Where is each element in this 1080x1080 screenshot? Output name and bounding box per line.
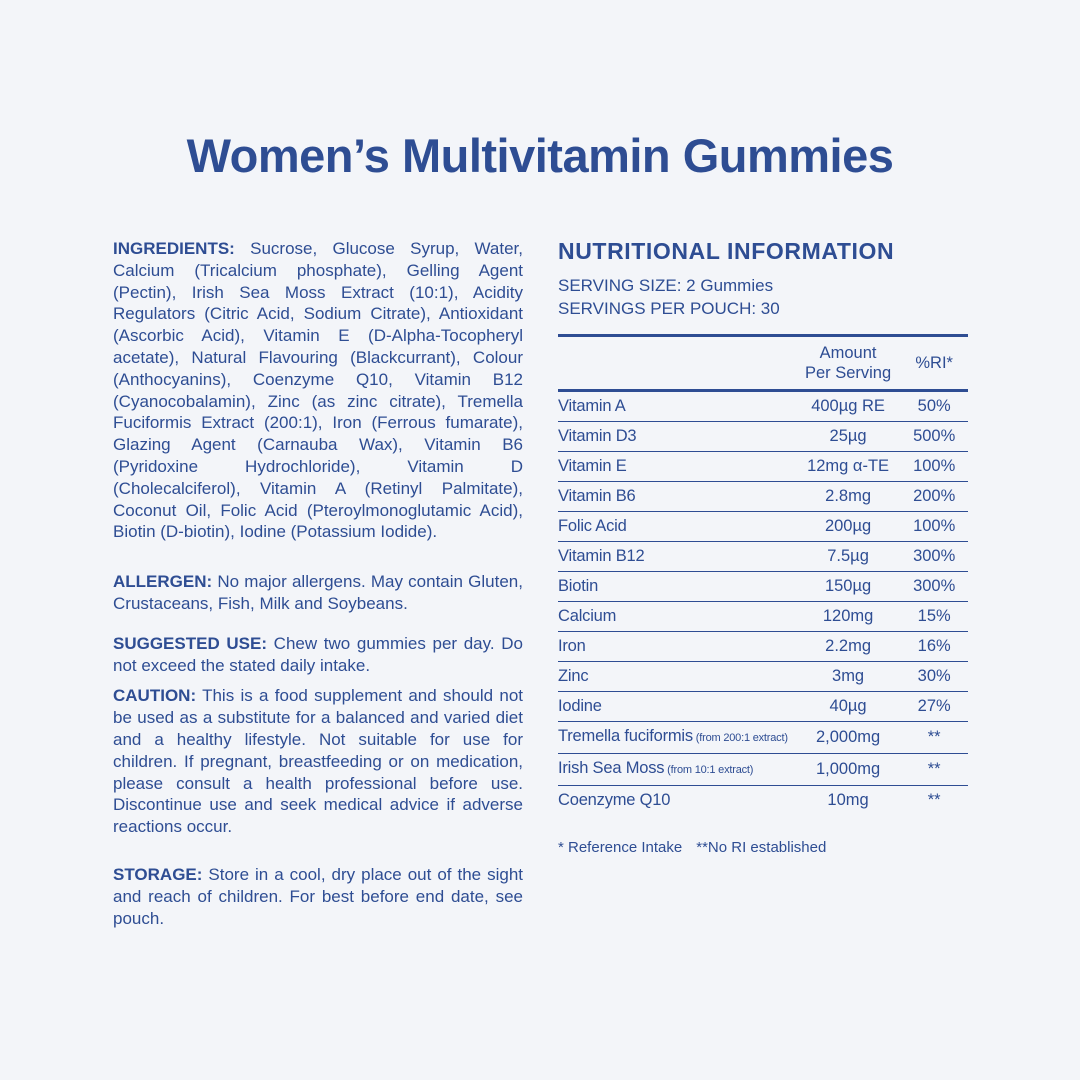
- table-row: [558, 422, 968, 452]
- nutrient-ri: 300%: [900, 572, 968, 602]
- table-row: [558, 452, 968, 482]
- ingredients-paragraph: [113, 238, 523, 543]
- nutrient-amount: 150µg: [796, 572, 901, 602]
- nutrient-name: Folic Acid: [558, 512, 796, 542]
- nutrient-amount: 3mg: [796, 662, 901, 692]
- allergen-text: No major allergens. May contain Gluten, Crustaceans, Fish, Milk and Soybeans.: [113, 572, 523, 613]
- caution-label: CAUTION:: [113, 686, 197, 706]
- storage-paragraph: [113, 864, 523, 929]
- nutrient-table-body: [558, 391, 968, 816]
- nutrition-heading: NUTRITIONAL INFORMATION: [558, 238, 895, 264]
- nutrient-amount: 120mg: [796, 602, 901, 632]
- header-ri: %RI*: [900, 336, 968, 391]
- table-row: [558, 542, 968, 572]
- nutrient-amount: 10mg: [827, 791, 869, 809]
- ingredients-label: INGREDIENTS:: [113, 239, 235, 258]
- table-row: [558, 754, 968, 786]
- nutrient-amount: 2.8mg: [796, 482, 901, 512]
- nutrient-amount: 400µg RE: [796, 391, 901, 422]
- nutrient-name: Iodine: [558, 692, 796, 722]
- nutrient-ri: 100%: [900, 452, 968, 482]
- nutrient-ri: 100%: [900, 512, 968, 542]
- caution-paragraph: [113, 685, 523, 838]
- nutrient-amount: 40µg: [796, 692, 901, 722]
- suggested-use-paragraph: [113, 633, 523, 677]
- nutrient-amount: 2.2mg: [796, 632, 901, 662]
- suggested-use-label: SUGGESTED USE:: [113, 633, 268, 653]
- nutrient-name: Vitamin A: [558, 391, 796, 422]
- nutrient-name: Iron: [558, 632, 796, 662]
- nutrient-ri: **: [900, 754, 968, 786]
- nutrient-name: Tremella fuciformis (from 200:1 extract): [558, 722, 796, 754]
- header-amount-per-serving: Amount Per Serving: [796, 336, 901, 391]
- nutrient-ri: 300%: [900, 542, 968, 572]
- caution-text: This is a food supplement and should not be used as a substitute for a balanced and varied diet and a healthy lifestyle. Not suitable for use for children. If pregnant, breastfeeding or on medication, please consult a health professional before use. Discontinue use and seek medical advice if adverse reactions occur.: [113, 686, 523, 837]
- allergen-label: ALLERGEN:: [113, 572, 213, 592]
- nutrient-extract-note: (from 200:1 extract): [692, 732, 788, 744]
- nutrient-ri: 200%: [900, 482, 968, 512]
- nutrient-amount: 200µg: [796, 512, 901, 542]
- nutrient-ri: **: [927, 791, 941, 809]
- table-row: [558, 391, 968, 422]
- nutrient-name: Irish Sea Moss (from 10:1 extract): [558, 754, 796, 786]
- table-row: [558, 512, 968, 542]
- table-row: [558, 786, 968, 816]
- nutrient-ri: 15%: [900, 602, 968, 632]
- nutrient-amount: 25µg: [796, 422, 901, 452]
- table-row: [558, 662, 968, 692]
- table-row: [558, 482, 968, 512]
- no-ri-footnote: **No RI established: [696, 839, 827, 856]
- table-row: [558, 572, 968, 602]
- table-row: [558, 692, 968, 722]
- nutrient-name: Vitamin D3: [558, 422, 796, 452]
- table-footnote: [558, 839, 968, 856]
- nutrient-ri: 27%: [900, 692, 968, 722]
- nutrient-ri: 500%: [900, 422, 968, 452]
- allergen-paragraph: [113, 571, 523, 615]
- nutrient-name: Zinc: [558, 662, 796, 692]
- nutrient-name: Vitamin B12: [558, 542, 796, 572]
- header-nutrient: [558, 336, 796, 391]
- nutrient-name: Calcium: [558, 602, 796, 632]
- nutrient-name: Vitamin E: [558, 452, 796, 482]
- table-row: [558, 632, 968, 662]
- nutrient-ri: 16%: [900, 632, 968, 662]
- nutrient-ri: 50%: [900, 391, 968, 422]
- storage-label: STORAGE:: [113, 864, 203, 884]
- storage-text: Store in a cool, dry place out of the sight and reach of children. For best before end date, see pouch.: [113, 864, 523, 928]
- serving-size: SERVING SIZE: 2 Gummies: [558, 276, 774, 295]
- servings-per-pouch: SERVINGS PER POUCH: 30: [558, 299, 780, 318]
- nutrient-table: [558, 334, 968, 815]
- nutrient-amount: 1,000mg: [796, 754, 901, 786]
- nutrient-name: Biotin: [558, 572, 796, 602]
- nutrition-panel: [558, 238, 968, 856]
- nutrient-amount: 2,000mg: [796, 722, 901, 754]
- nutrient-name: Coenzyme Q10: [558, 791, 671, 809]
- nutrient-ri: 30%: [900, 662, 968, 692]
- nutrient-name: Vitamin B6: [558, 482, 796, 512]
- reference-intake-footnote: * Reference Intake: [558, 839, 683, 856]
- page-title: Women’s Multivitamin Gummies: [186, 129, 894, 182]
- table-row: [558, 722, 968, 754]
- label-text-column: [113, 238, 523, 929]
- ingredients-text: Sucrose, Glucose Syrup, Water, Calcium (Tricalcium phosphate), Gelling Agent (Pectin), Irish Sea Moss Extract (10:1), Acidity Regulators (Citric Acid, Sodium Citrate), Antioxidant (Ascorbic Acid), Vitamin E (D-Alpha-Tocopheryl acetate), Natural Flavouring (Blackcurrant), Colour (Anthocyanins), Coenzyme Q10, Vitamin B12 (Cyanocobalamin), Zinc (as zinc citrate), Tremella Fuciformis Extract (200:1), Iron (Ferrous fumarate), Glazing Agent (Carnauba Wax), Vitamin B6 (Pyridoxine Hydrochloride), Vitamin D (Cholecalciferol), Vitamin A (Retinyl Palmitate), Coconut Oil, Folic Acid (Pteroylmonoglutamic Acid), Biotin (D-biotin), Iodine (Potassium Iodide).: [113, 239, 523, 542]
- nutrient-amount: 12mg α-TE: [796, 452, 901, 482]
- nutrient-extract-note: (from 10:1 extract): [664, 764, 754, 776]
- nutrient-ri: **: [900, 722, 968, 754]
- nutrient-amount: 7.5µg: [796, 542, 901, 572]
- nutrient-table-header-row: [558, 336, 968, 391]
- table-row: [558, 602, 968, 632]
- suggested-use-text: Chew two gummies per day. Do not exceed the stated daily intake.: [113, 633, 523, 675]
